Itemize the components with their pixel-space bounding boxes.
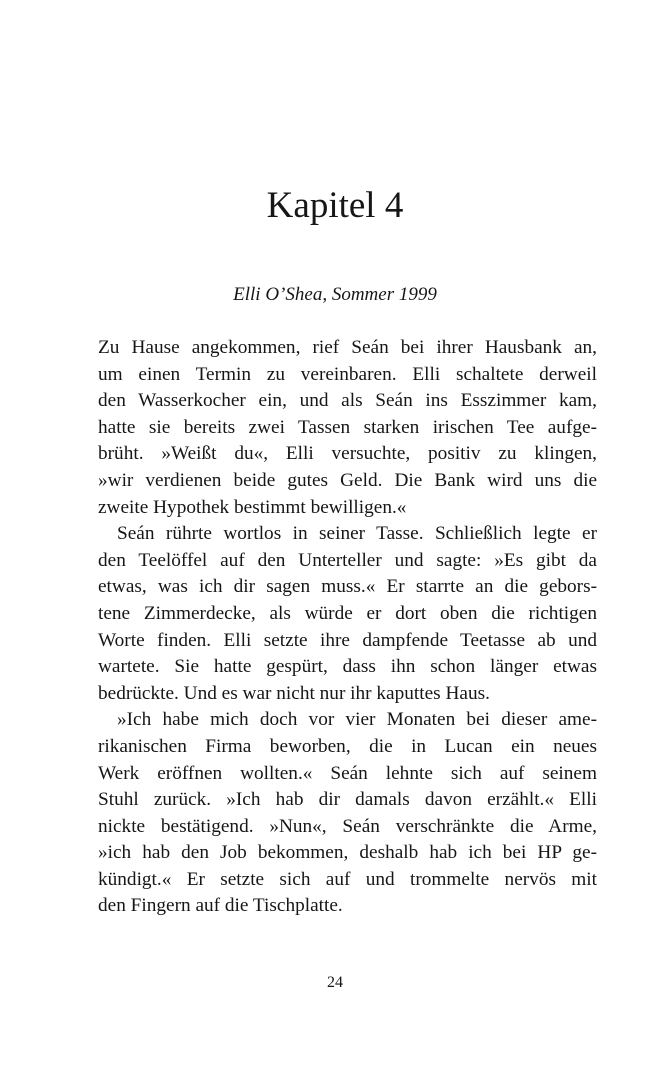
paragraph [98,521,597,707]
page-number: 24 [327,974,343,991]
paragraph [98,335,597,521]
text-line: Worte finden. Elli setzte ihre dampfende Teetasse ab und [98,629,597,651]
chapter-title: Kapitel 4 [266,185,404,226]
text-line: tene Zimmerdecke, als würde er dort oben die richtigen [98,602,597,624]
text-line: »ich hab den Job bekommen, deshalb hab ich bei HP ge- [98,842,597,864]
chapter-subtitle: Elli O’Shea, Sommer 1999 [233,284,437,305]
text-line: Seán rührte wortlos in seiner Tasse. Schließlich legte er [117,523,597,545]
text-line: rikanischen Firma beworben, die in Lucan ein neues [98,735,597,757]
text-line: wartete. Sie hatte gespürt, dass ihn schon länger etwas [98,656,597,678]
text-line: kündigt.« Er setzte sich auf und trommelte nervös mit [98,868,597,890]
text-line: Stuhl zurück. »Ich hab dir damals davon erzählt.« Elli [98,789,597,811]
text-line: um einen Termin zu vereinbaren. Elli schaltete derweil [98,363,597,385]
text-line: den Fingern auf die Tischplatte. [98,895,343,917]
paragraph [98,707,597,920]
text-line: bedrückte. Und es war nicht nur ihr kaputtes Haus. [98,682,490,704]
body-text [98,335,597,920]
text-line: brüht. »Weißt du«, Elli versuchte, positiv zu klingen, [98,443,597,465]
text-line: nickte bestätigend. »Nun«, Seán verschränkte die Arme, [98,815,597,837]
text-line: etwas, was ich dir sagen muss.« Er starrte an die gebors- [98,576,597,598]
text-line: den Wasserkocher ein, und als Seán ins Esszimmer kam, [98,390,597,412]
text-line: Zu Hause angekommen, rief Seán bei ihrer Hausbank an, [98,337,597,358]
text-line: »Ich habe mich doch vor vier Monaten bei dieser ame- [117,709,597,731]
text-line: »wir verdienen beide gutes Geld. Die Bank wird uns die [98,469,597,491]
text-line: Werk eröffnen wollten.« Seán lehnte sich auf seinem [98,762,597,784]
text-line: den Teelöffel auf den Unterteller und sagte: »Es gibt da [98,549,597,571]
text-line: hatte sie bereits zwei Tassen starken irischen Tee aufge- [98,416,597,438]
text-line: zweite Hypothek bestimmt bewilligen.« [98,496,407,518]
